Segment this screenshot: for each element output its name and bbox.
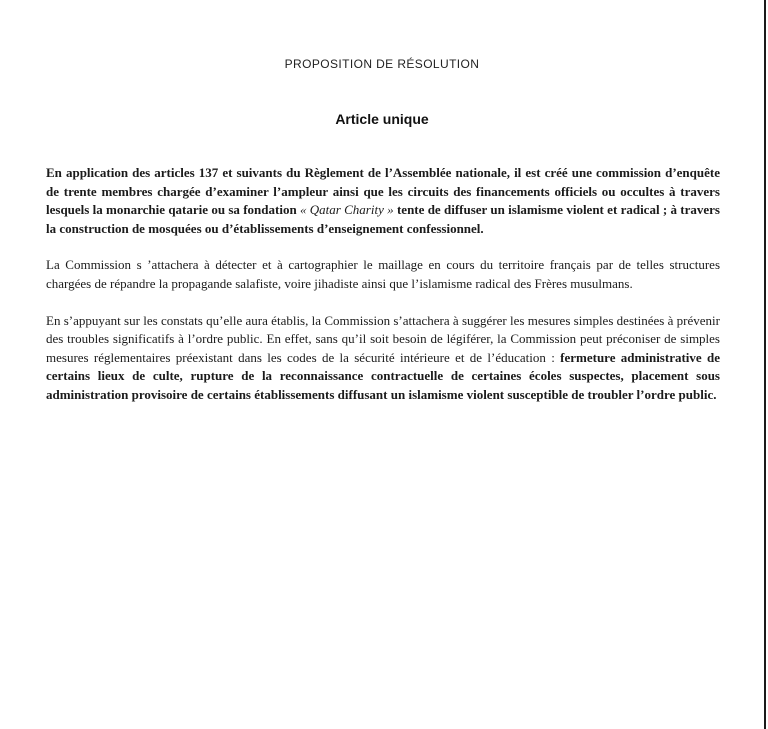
paragraph-1-text-before: En application des articles 137 et suivants du Règlement de l’Assemblée nationale, il est créé une commission d’enquête de trente membres chargée d’examiner l’ampleur ainsi que les circuits des financements officiels ou occultes à travers lesquels la monarchie qatarie ou sa fondation [46,165,720,218]
document-header: PROPOSITION DE RÉSOLUTION [284,57,480,71]
paragraph-commission-creation [46,164,720,238]
qatar-charity-name: « Qatar Charity » [299,202,394,218]
document-body [46,164,720,423]
paragraph-3-bold-measures: fermeture administrative de certains lieux de culte, rupture de la reconnaissance contractuelle de certaines écoles suspectes, placement sous administration provisoire de certains établissements diffusant un islamisme violent susceptible de troubler l’ordre public. [46,349,720,402]
article-title: Article unique [335,111,429,127]
paragraph-cartography: La Commission s ’attachera à détecter et à cartographier le maillage en cours du territoire français par de telles structures chargées de répandre la propagande salafiste, voire jihadiste ainsi que l’islamisme radical des Frères musulmans. [46,257,720,291]
paragraph-1-text-after: tente de diffuser un islamisme violent et radical ; à travers la construction de mosquées ou d’établissements d’enseignement confessionnel. [46,202,720,236]
paragraph-3-text: En s’appuyant sur les constats qu’elle aura établis, la Commission s’attachera à suggérer les mesures simples destinées à prévenir des troubles significatifs à l’ordre public. En effet, sans qu’il soit besoin de légiférer, la Commission peut préconiser de simples mesures réglementaires préexistant dans les codes de la sécurité intérieure et de l’éducation : [46,312,720,365]
paragraph-measures [46,312,720,405]
